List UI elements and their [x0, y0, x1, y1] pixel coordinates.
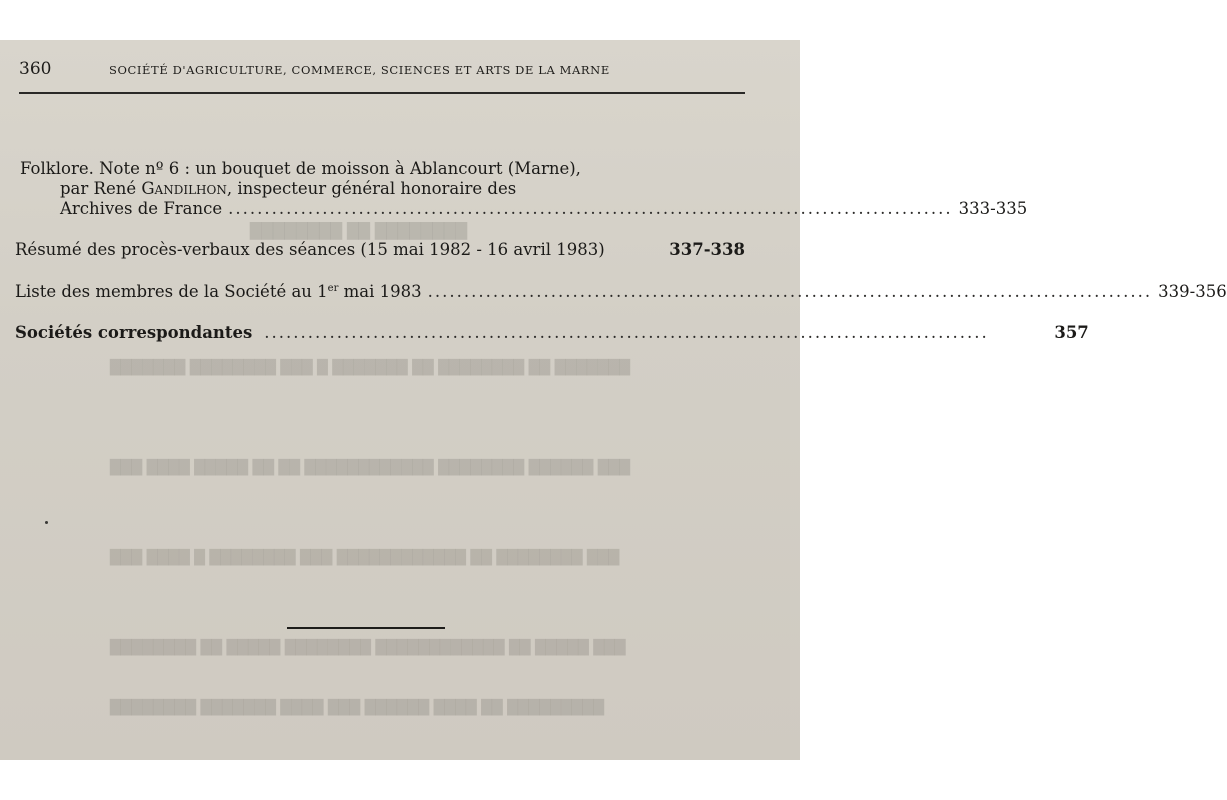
- toc-entry-title-line: [20, 159, 745, 179]
- entry-title: [15, 282, 422, 302]
- toc-entry: [15, 323, 1089, 343]
- author-prefix: par René: [60, 179, 142, 198]
- toc-entry: [15, 240, 745, 260]
- paper-speck: [45, 521, 48, 524]
- toc-entry-leader-line: [15, 323, 1089, 343]
- running-title: SOCIÉTÉ D'AGRICULTURE, COMMERCE, SCIENCES ET ARTS DE LA MARNE: [109, 63, 610, 77]
- closing-rule: [287, 627, 445, 629]
- entry-title: Folklore. Note nº 6 : un bouquet de moisson à Ablancourt (Marne),: [20, 159, 581, 178]
- entry-title: Résumé des procès-verbaux des séances (15 mai 1982 - 16 avril 1983): [15, 240, 605, 259]
- entry-title-text: Liste des membres de la Société au 1: [15, 282, 328, 301]
- page-range: 339-356: [1158, 282, 1227, 301]
- table-of-contents: [15, 115, 1227, 343]
- ordinal-superscript: er: [327, 283, 339, 294]
- author-name: Gandilhon: [141, 179, 227, 198]
- bleed-through-shadow: ███ ██████ ████████ ████████████ ██ ██ █████ ████ ███: [110, 460, 631, 476]
- toc-entry-leader-line: [15, 282, 1227, 302]
- page-header: [19, 56, 749, 86]
- toc-entry-author-line: [20, 179, 745, 199]
- bleed-through-shadow: ███ █████ ██ ████████████ ████████ █████ ██ ████████: [110, 640, 626, 656]
- entry-title: Sociétés correspondantes: [15, 323, 253, 342]
- entry-title-date: mai 1983: [338, 282, 422, 301]
- page-number: 360: [19, 59, 52, 79]
- author-title-end: Archives de France: [60, 199, 223, 218]
- dot-leader: ....................................................................................................: [228, 199, 953, 218]
- page-range: 333-335: [958, 199, 1028, 218]
- toc-entry-leader-line: [20, 199, 1028, 219]
- header-rule: [19, 92, 745, 94]
- bleed-through-shadow: ███████ ██ ████████ ██ ███████ █ ███ ████████ ███████: [110, 360, 631, 376]
- toc-entry: [15, 159, 1028, 219]
- bleed-through-shadow: █████████ ██ ████ ██████ ███ ████ ███████ ████████: [110, 700, 605, 716]
- page-range: 337-338: [669, 240, 745, 259]
- toc-entry: [15, 282, 1227, 302]
- toc-entry-leader-line: [15, 240, 745, 260]
- page-range: 357: [1054, 323, 1089, 342]
- bleed-through-shadow: ████████ ██ ████████: [250, 222, 468, 240]
- dot-leader: ....................................................................................................: [427, 282, 1153, 301]
- bleed-through-shadow: ███ ████████ ██ ████████████ ███ ████████ █ ████ ███: [110, 550, 620, 566]
- dot-leader: ....................................................................................................: [264, 323, 989, 342]
- author-title: , inspecteur général honoraire des: [226, 179, 517, 198]
